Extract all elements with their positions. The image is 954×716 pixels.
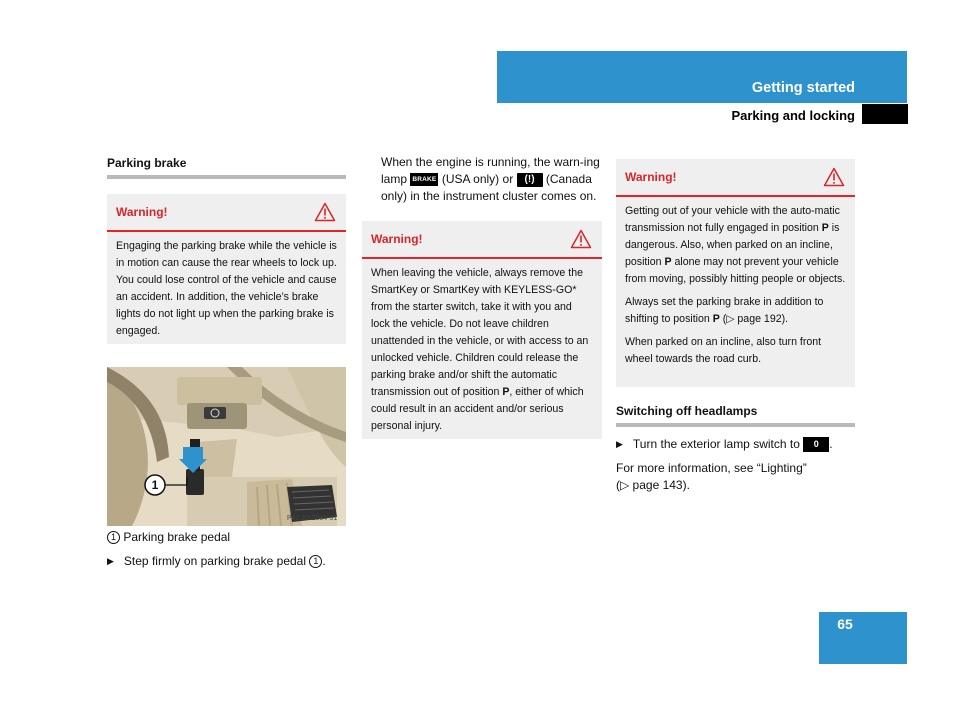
- brake-lamp-icon: BRAKE: [410, 173, 438, 186]
- warning-box-brake: [107, 194, 346, 344]
- parking-brake-illustration: [107, 367, 346, 526]
- caption-text: Parking brake pedal: [123, 530, 231, 544]
- warning-text-a: When leaving the vehicle, always remove the SmartKey or SmartKey with KEYLESS-GO* from the starter switch, take it with you and lock the vehicle. Do not leave children unattended in the vehicle, or with access to an unlocked vehicle. Children could release the parking brake and/or shift the automatic transmission out of position: [371, 267, 589, 398]
- warning-label: Warning!: [371, 232, 423, 246]
- p2-page-ref[interactable]: (▷ page 192).: [722, 313, 789, 325]
- middle-column: [362, 154, 602, 439]
- step-text-wrap: [124, 553, 326, 570]
- warning-box-leaving: [362, 221, 602, 439]
- step-end: .: [322, 554, 326, 568]
- warning-position-p: P: [502, 386, 510, 398]
- p2-position-p: P: [712, 313, 720, 325]
- lamp-text-b: (USA only) or: [441, 172, 514, 186]
- warning-triangle-icon: [314, 202, 336, 222]
- headlamp-step-wrap: [633, 436, 833, 453]
- warning-header: [362, 221, 602, 259]
- right-column: [616, 159, 855, 494]
- headlamps-heading: Switching off headlamps: [616, 404, 855, 427]
- lamp-text-a: When the engine is running, the warn-ing lamp: [381, 155, 600, 186]
- warning-paragraph-3: When parked on an incline, also turn front wheel towards the road curb.: [625, 336, 822, 365]
- p1-text-e: alone may not prevent your vehicle from moving, possibly hitting people or objects.: [625, 256, 846, 285]
- warning-paragraph-1: [625, 203, 846, 288]
- warning-triangle-icon: [823, 167, 845, 187]
- step-ref-number: 1: [309, 555, 322, 568]
- warning-text-c: , either of which could result in an accident and/or serious personal injury.: [371, 386, 584, 432]
- bullet-triangle-icon: ▶: [616, 439, 623, 449]
- warning-box-transmission: [616, 159, 855, 387]
- lighting-page-ref[interactable]: (▷ page 143).: [616, 478, 690, 492]
- illustration-code: P42.20-2384-31: [287, 515, 338, 522]
- bullet-triangle-icon: ▶: [107, 556, 114, 566]
- warning-paragraph-2: [625, 294, 846, 328]
- parking-brake-lamp-icon: (!): [517, 173, 543, 187]
- lamp-switch-zero-icon: 0: [803, 437, 829, 452]
- warning-text: Engaging the parking brake while the vehicle is in motion can cause the rear wheels to lock up. You could lose control of the vehicle and cause an accident. In addition, the vehicle’s brake lights do not light up when the parking brake is engaged.: [116, 240, 337, 337]
- lighting-info-a: For more information, see “Lighting”: [616, 461, 807, 475]
- headlamp-step-text: Turn the exterior lamp switch to: [632, 437, 800, 451]
- p1-text-c: is dangerous. Also, when parked on an incline, position: [625, 222, 840, 268]
- caption-number: 1: [107, 531, 120, 544]
- p2-text-a: Always set the parking brake in addition to shifting to position: [625, 296, 824, 325]
- step-item: [107, 553, 346, 570]
- warning-header: [616, 159, 855, 197]
- step-text: Step firmly on parking brake pedal: [123, 554, 307, 568]
- p1-position-p2: P: [664, 256, 672, 268]
- warning-header: [107, 194, 346, 232]
- parking-brake-heading: Parking brake: [107, 156, 346, 179]
- illustration-callout: 1: [151, 478, 159, 492]
- warning-label: Warning!: [625, 170, 677, 184]
- warning-text: [362, 259, 602, 443]
- warning-text: [616, 197, 855, 376]
- lamp-text-c: (Canada only) in the instrument cluster comes on.: [381, 172, 597, 203]
- left-column: [107, 156, 346, 570]
- p1-text-a: Getting out of your vehicle with the auto-matic transmission not fully engaged in position: [625, 205, 840, 234]
- chapter-title: Getting started: [751, 80, 855, 96]
- figure-caption: [107, 529, 346, 546]
- section-tab: [862, 104, 908, 124]
- headlamp-step-end: .: [829, 437, 833, 451]
- page-number: 65: [837, 616, 853, 632]
- warning-triangle-icon: [570, 229, 592, 249]
- warning-lamp-paragraph: [362, 154, 602, 205]
- headlamp-step: [616, 436, 855, 453]
- warning-label: Warning!: [116, 205, 168, 219]
- pedal-illustration-svg: [107, 367, 346, 526]
- lighting-info: [616, 460, 855, 494]
- p1-position-p: P: [821, 222, 829, 234]
- section-title: Parking and locking: [731, 108, 855, 123]
